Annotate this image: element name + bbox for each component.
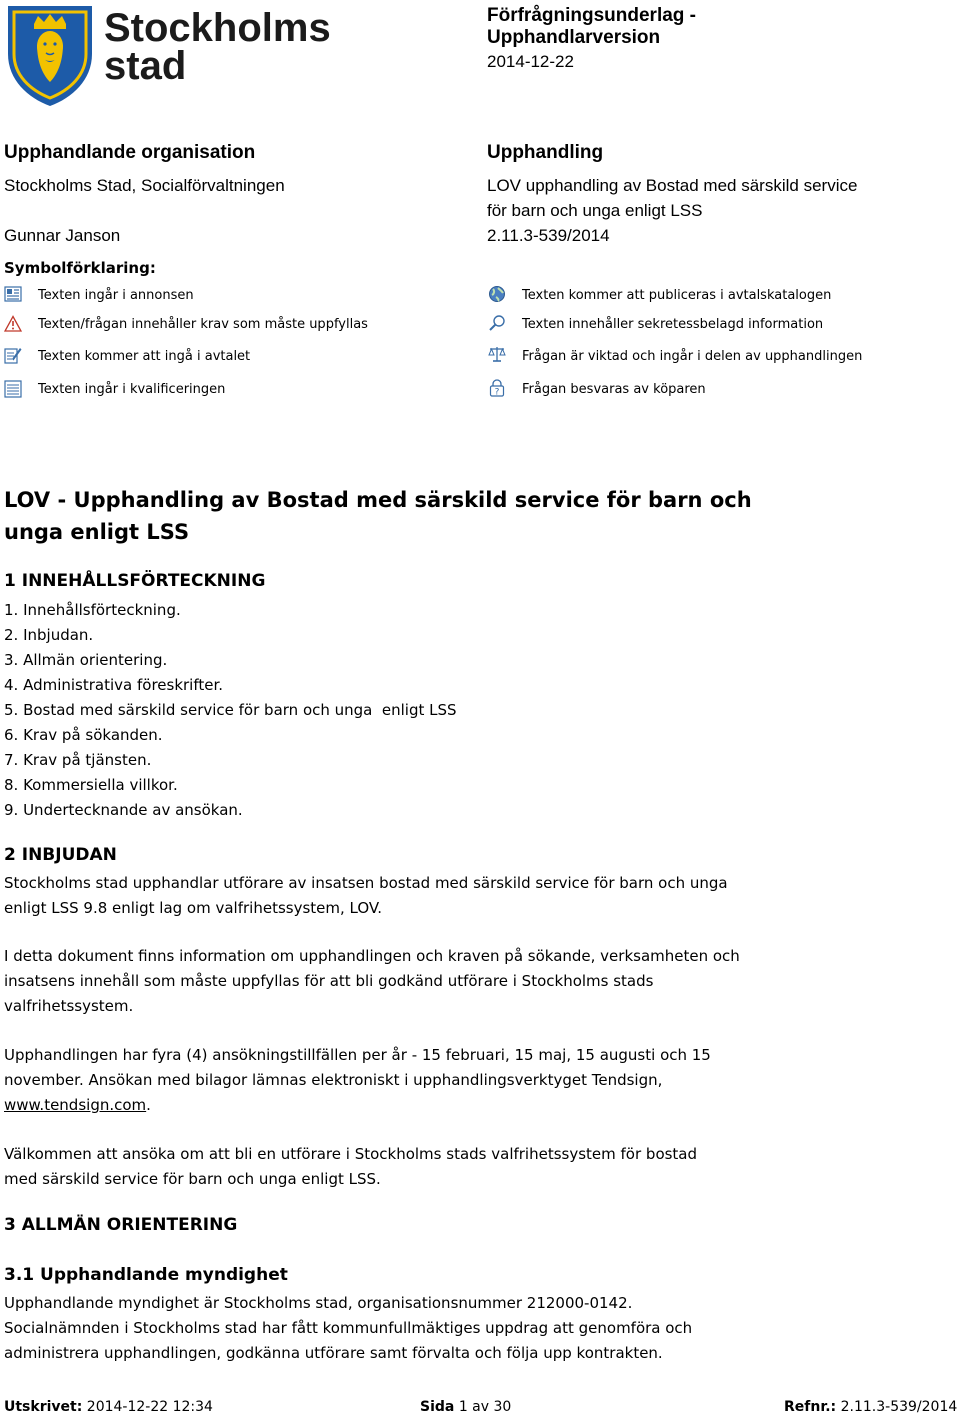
- authority-heading: 3.1 Upphandlande myndighet: [4, 1265, 288, 1285]
- footer-page-label: Sida: [420, 1399, 455, 1415]
- doc-type-line2: Upphandlarversion: [487, 27, 661, 48]
- link-suffix: .: [146, 1096, 151, 1114]
- toc-item[interactable]: 3. Allmän orientering.: [4, 651, 168, 669]
- footer-printed-label: Utskrivet:: [4, 1399, 83, 1415]
- footer-printed-value: 2014-12-22 12:34: [86, 1399, 213, 1415]
- toc-item[interactable]: 1. Innehållsförteckning.: [4, 601, 181, 619]
- symbol-label: Texten ingår i kvalificeringen: [38, 382, 226, 397]
- city-shield-icon: [4, 2, 96, 108]
- invite-paragraph-2: I detta dokument finns information om upphandlingen och kraven på sökande, verksamheten och insatsens innehåll som måste uppfyllas för att bli godkänd utförare i Stockholms stads valfrihetssystem.: [4, 947, 740, 1015]
- procurement-title-line1: LOV upphandling av Bostad med särskild service: [487, 176, 858, 195]
- procurement-heading: Upphandling: [487, 142, 604, 163]
- procurement-reference: 2.11.3-539/2014: [487, 226, 610, 245]
- symbol-label: Texten kommer att ingå i avtalet: [38, 349, 251, 364]
- toc-heading: 1 INNEHÅLLSFÖRTECKNING: [4, 571, 266, 591]
- toc-item[interactable]: 4. Administrativa föreskrifter.: [4, 676, 224, 694]
- contract-icon: [4, 346, 22, 364]
- toc-item[interactable]: 9. Undertecknande av ansökan.: [4, 801, 243, 819]
- symbol-label: Texten ingår i annonsen: [38, 288, 194, 303]
- toc-item[interactable]: 2. Inbjudan.: [4, 626, 94, 644]
- authority-paragraph-1: Upphandlande myndighet är Stockholms stad, organisationsnummer 212000-0142.: [4, 1294, 633, 1312]
- magnifier-icon: [488, 314, 506, 332]
- invite-paragraph-1: Stockholms stad upphandlar utförare av insatsen bostad med särskild service för barn och unga enligt LSS 9.8 enligt lag om valfrihetssystem, LOV.: [4, 874, 728, 917]
- footer-printed: [4, 1399, 213, 1415]
- footer-page-value: 1 av 30: [458, 1399, 512, 1415]
- symbol-label: Texten kommer att publiceras i avtalskatalogen: [522, 288, 832, 303]
- globe-icon: [488, 285, 506, 303]
- footer-ref-label: Refnr.:: [784, 1399, 837, 1415]
- organisation-name: Stockholms Stad, Socialförvaltningen: [4, 176, 285, 195]
- warning-icon: [4, 315, 22, 333]
- tendsign-link[interactable]: www.tendsign.com: [4, 1096, 147, 1114]
- organisation-heading: Upphandlande organisation: [4, 142, 256, 163]
- header-date: 2014-12-22: [487, 52, 574, 71]
- footer-ref: [784, 1399, 957, 1415]
- toc-item[interactable]: 6. Krav på sökanden.: [4, 726, 163, 744]
- toc-item[interactable]: 7. Krav på tjänsten.: [4, 751, 152, 769]
- stockholm-logo: [4, 2, 331, 112]
- organisation-contact: Gunnar Janson: [4, 226, 121, 245]
- logo-word-line2: stad: [104, 44, 187, 88]
- toc-list: [4, 598, 457, 823]
- toc-item[interactable]: 5. Bostad med särskild service för barn och unga enligt LSS: [4, 701, 457, 719]
- footer-ref-value: 2.11.3-539/2014: [840, 1399, 958, 1415]
- symbol-label: Frågan är viktad och ingår i delen av upphandlingen: [522, 349, 863, 364]
- doc-type-line1: Förfrågningsunderlag -: [487, 5, 696, 26]
- symbol-label: Texten/frågan innehåller krav som måste uppfyllas: [38, 317, 368, 332]
- footer-page: [420, 1399, 511, 1415]
- symbols-heading: Symbolförklaring:: [4, 259, 156, 277]
- toc-item[interactable]: 8. Kommersiella villkor.: [4, 776, 178, 794]
- question-lock-icon: [488, 379, 506, 397]
- logo-word-line1: Stockholms: [104, 6, 331, 50]
- authority-paragraph-2: Socialnämnden i Stockholms stad har fått kommunfullmäktiges uppdrag att genomföra och administrera upphandlingen, godkänna utförare samt förvalta och följa upp kontrakten.: [4, 1319, 693, 1362]
- document-title: LOV - Upphandling av Bostad med särskild service för barn och unga enligt LSS: [4, 488, 752, 544]
- invite-heading: 2 INBJUDAN: [4, 845, 117, 865]
- procurement-title-line2: för barn och unga enligt LSS: [487, 201, 703, 220]
- svg-text:?: ?: [494, 387, 500, 397]
- symbol-label: Frågan besvaras av köparen: [522, 382, 706, 397]
- symbol-label: Texten innehåller sekretessbelagd information: [522, 317, 824, 332]
- announcement-icon: [4, 286, 22, 304]
- scale-icon: [488, 345, 506, 363]
- invite-paragraph-4: Välkommen att ansöka om att bli en utförare i Stockholms stads valfrihetssystem för bostad med särskild service för barn och unga enligt LSS.: [4, 1145, 698, 1188]
- invite-paragraph-3-text: Upphandlingen har fyra (4) ansökningstillfällen per år - 15 februari, 15 maj, 15 augusti och 15 november. Ansökan med bilagor lämnas elektroniskt i upphandlingsverktyget Tendsign,: [4, 1046, 711, 1089]
- qualification-icon: [4, 380, 22, 398]
- invite-paragraph-3: [4, 1043, 794, 1118]
- general-heading: 3 ALLMÄN ORIENTERING: [4, 1215, 238, 1235]
